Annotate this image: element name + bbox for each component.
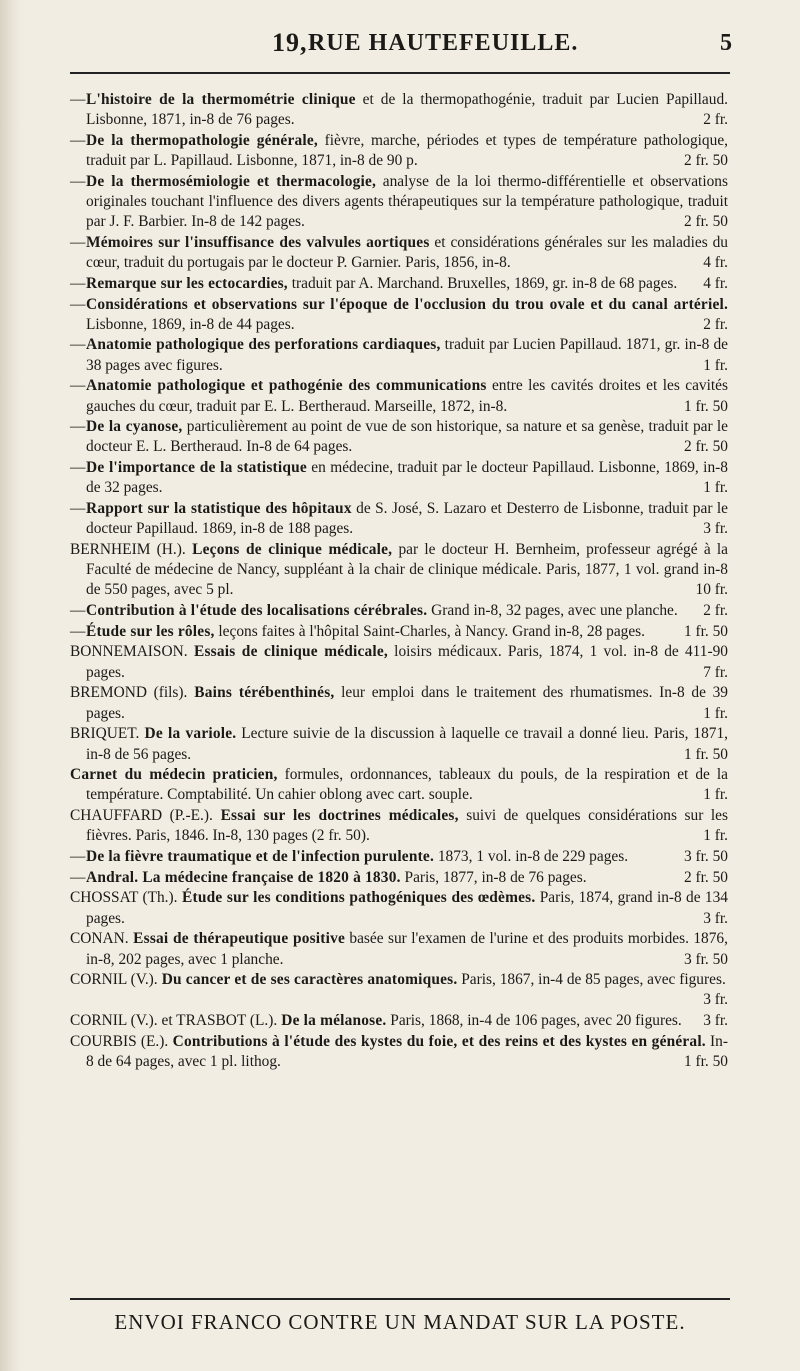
entry-description: Grand in-8, 32 pages, avec une planche. [427,602,678,620]
entry-description: Paris, 1877, in-8 de 76 pages. [400,868,587,886]
entry-dash: — [70,172,86,190]
entry-dash: — [70,459,86,477]
entry-dash: — [70,233,86,251]
entry-title: De l'importance de la statistique [86,459,307,477]
entry-description: Paris, 1874, grand in-8 de 134 pages. [86,889,728,927]
catalogue-entry [70,1011,728,1031]
entry-price: 3 fr. [703,909,728,927]
entry-description: et de la thermopathogénie, traduit par Lucien Papillaud. Lisbonne, 1871, in-8 de 76 pages. [86,91,728,129]
catalogue-entry [70,888,728,928]
entry-description: fièvre, marche, périodes et types de température pathologique, traduit par L. Papillaud. Lisbonne, 1871, in-8 de 90 p. [86,131,728,170]
entry-description: basée sur l'examen de l'urine et des produits morbides. 1876, in-8, 202 pages, avec 1 planche. [86,930,728,968]
entry-title: Essais de clinique médicale, [187,643,388,661]
entry-author: CORNIL (V.). [70,971,158,989]
catalogue-entry [70,540,728,601]
entry-author: CONAN. [70,930,129,948]
entry-description: Paris, 1868, in-4 de 106 pages, avec 20 figures. [386,1012,682,1030]
entry-dash: — [70,274,86,292]
entry-title: De la thermosémiologie et thermacologie, [86,172,377,190]
entry-title: De la mélanose. [277,1012,387,1030]
catalogue-entry [70,724,728,764]
catalogue-entry [70,929,728,969]
entry-description: et considérations générales sur les maladies du cœur, traduit du portugais par le docteur P. Garnier. Paris, 1856, in-8. [86,233,728,272]
entry-author: BONNEMAISON. [70,643,188,661]
entry-title: Remarque sur les ectocardies, [86,274,288,292]
entry-dash: — [70,418,86,436]
entry-description: 1873, 1 vol. in-8 de 229 pages. [434,848,629,866]
entry-description: suivi de quelques considérations sur les fièvres. Paris, 1846. In-8, 130 pages (2 fr. 50). [86,807,728,845]
entry-title: De la cyanose, [86,418,183,436]
entry-dash: — [70,868,86,886]
page-folio: 5 [720,30,732,56]
entry-title: Anatomie pathologique des perforations cardiaques, [86,336,441,354]
running-head: RUE HAUTEFEUILLE. [308,30,579,56]
entry-price: 1 fr. 50 [683,745,728,763]
entry-author: BERNHEIM (H.). [70,540,186,558]
entry-price: 2 fr. 50 [683,868,728,886]
catalogue-entry [70,642,728,682]
entry-dash: — [70,336,86,354]
entry-author: COURBIS (E.). [70,1032,169,1050]
entry-description: particulièrement au point de vue de son historique, sa nature et sa genèse, traduit par le docteur E. L. Bertheraud. In-8 de 64 pages. [86,418,729,456]
catalogue-entry [70,131,728,171]
entry-description: formules, ordonnances, tableaux du pouls, de la respiration et de la température. Comptabilité. Un cahier oblong avec cart. souple. [86,766,729,804]
catalogue-entry [70,970,728,1010]
catalogue-entry [70,417,728,457]
entry-title: Contribution à l'étude des localisations cérébrales. [86,602,428,620]
entry-price: 2 fr. 50 [683,213,728,231]
entry-title: De la thermopathologie générale, [86,131,318,149]
entry-price: 1 fr. 50 [683,1053,728,1071]
entry-description: Lecture suivie de la discussion à laquelle ce travail a donné lieu. Paris, 1871, in-8 de 56 pages. [86,725,729,763]
entry-price: 10 fr. [695,581,728,599]
catalogue-entry [70,601,728,621]
catalogue-entry [70,765,728,805]
page-binding-edge [0,0,22,1371]
catalogue-entry [70,1032,728,1072]
entry-title: Rapport sur la statistique des hôpitaux [86,500,352,518]
entry-price: 3 fr. [703,520,728,538]
entry-description: Lisbonne, 1869, in-8 de 44 pages. [86,315,295,333]
catalogue-entry [70,376,728,416]
catalogue-entry [70,233,728,273]
catalogue-entry [70,458,728,498]
entry-dash: — [70,377,86,395]
entry-description: traduit par Lucien Papillaud. 1871, gr. in-8 de 38 pages avec figures. [86,336,728,374]
entry-description: Paris, 1867, in-4 de 85 pages, avec figures. [457,971,726,989]
entry-title: De la fièvre traumatique et de l'infection purulente. [86,848,434,866]
entry-description: loisirs médicaux. Paris, 1874, 1 vol. in-8 de 411-90 pages. [86,643,728,681]
catalogue-entry [70,806,728,846]
catalogue-entry [70,335,728,375]
catalogue-entry [70,295,728,335]
entry-title: Anatomie pathologique et pathogénie des communications [86,377,487,395]
entry-title: De la variole. [139,725,237,743]
page-header [0,28,800,68]
entry-price: 3 fr. [703,991,728,1009]
catalogue-entry [70,622,728,642]
entry-dash: — [70,500,86,518]
entry-price: 1 fr. [703,479,728,497]
entry-price: 3 fr. 50 [683,950,728,968]
header-rule [70,72,730,74]
entry-title: Étude sur les rôles, [86,622,215,640]
entry-price: 2 fr. 50 [683,152,728,170]
catalogue-entry [70,90,728,130]
entry-price: 3 fr. [703,1012,728,1030]
entry-price: 3 fr. 50 [683,848,728,866]
entry-title: Leçons de clinique médicale, [185,540,393,558]
entry-price: 1 fr. 50 [683,397,728,415]
entry-author: BRIQUET. [70,725,140,743]
entry-title: Essai sur les doctrines médicales, [212,807,459,825]
catalogue-entry [70,172,728,233]
entry-price: 2 fr. [703,315,728,333]
entry-price: 1 fr. 50 [683,622,728,640]
address-number: 19, [272,28,308,57]
catalogue-entry [70,868,728,888]
entry-dash: — [70,848,86,866]
entry-price: 2 fr. [703,602,728,620]
entry-author: CHOSSAT (Th.). [70,889,178,907]
entry-description: en médecine, traduit par le docteur Papillaud. Lisbonne, 1869, in-8 de 32 pages. [86,459,728,497]
entry-description: de S. José, S. Lazaro et Desterro de Lisbonne, traduit par le docteur Papillaud. 1869, in-8 de 188 pages. [86,500,728,538]
entry-price: 1 fr. [703,356,728,374]
entry-dash: — [70,131,86,149]
entry-title: Essai de thérapeutique positive [128,930,345,948]
catalogue-entries [70,90,728,1073]
entry-price: 1 fr. [703,704,728,722]
entry-description: traduit par A. Marchand. Bruxelles, 1869, gr. in-8 de 68 pages. [287,274,678,292]
entry-title: Mémoires sur l'insuffisance des valvules aortiques [86,233,430,251]
catalogue-entry [70,847,728,867]
entry-dash: — [70,622,86,640]
entry-description: leur emploi dans le traitement des rhumatismes. In-8 de 39 pages. [86,684,728,722]
footer-rule [70,1298,730,1300]
entry-title: Considérations et observations sur l'époque de l'occlusion du trou ovale et du canal artériel. [86,295,728,313]
entry-title: Andral. La médecine française de 1820 à 1830. [86,868,401,886]
entry-title: L'histoire de la thermométrie clinique [86,91,356,108]
entry-price: 7 fr. [703,663,728,681]
entry-title: Contributions à l'étude des kystes du foie, et des reins et des kystes en général. [168,1032,706,1050]
entry-author: CHAUFFARD (P.-E.). [70,807,213,825]
footer-notice: ENVOI FRANCO CONTRE UN MANDAT SUR LA POSTE. [114,1310,686,1334]
entry-dash: — [70,295,86,313]
entry-price: 4 fr. [703,274,728,292]
entry-title: Du cancer et de ses caractères anatomiques. [157,971,458,989]
catalogue-entry [70,499,728,539]
entry-price: 2 fr. [703,111,728,129]
entry-description: leçons faites à l'hôpital Saint-Charles, à Nancy. Grand in-8, 28 pages. [214,622,646,640]
entry-dash: — [70,91,86,108]
entry-price: 1 fr. [703,786,728,804]
entry-description: analyse de la loi thermo-différentielle et observations originales touchant l'influence des divers agents thérapeutiques sur la température pathologique, traduit par J. F. Barbier. In-8 de 142 pages. [86,172,728,231]
entry-author: CORNIL (V.). et TRASBOT (L.). [70,1012,278,1030]
entry-price: 1 fr. [703,827,728,845]
entry-description: In-8 de 64 pages, avec 1 pl. lithog. [86,1032,729,1071]
catalogue-entry [70,683,728,723]
entry-title: Carnet du médecin praticien, [70,766,278,784]
entry-price: 4 fr. [703,254,728,272]
entry-title: Étude sur les conditions pathogéniques des œdèmes. [177,889,536,907]
entry-description: entre les cavités droites et les cavités gauches du cœur, traduit par E. L. Bertheraud. Marseille, 1872, in-8. [86,377,728,415]
entry-price: 2 fr. 50 [683,438,728,456]
entry-author: BREMOND (fils). [70,684,188,702]
entry-title: Bains térébenthinés, [187,684,335,702]
entry-description: par le docteur H. Bernheim, professeur agrégé à la Faculté de médecine de Nancy, suppléant à la chair de clinique médicale. Paris, 1877, 1 vol. grand in-8 de 550 pages, avec 5 pl. [86,540,729,599]
entry-dash: — [70,602,86,620]
catalogue-entry [70,274,728,294]
